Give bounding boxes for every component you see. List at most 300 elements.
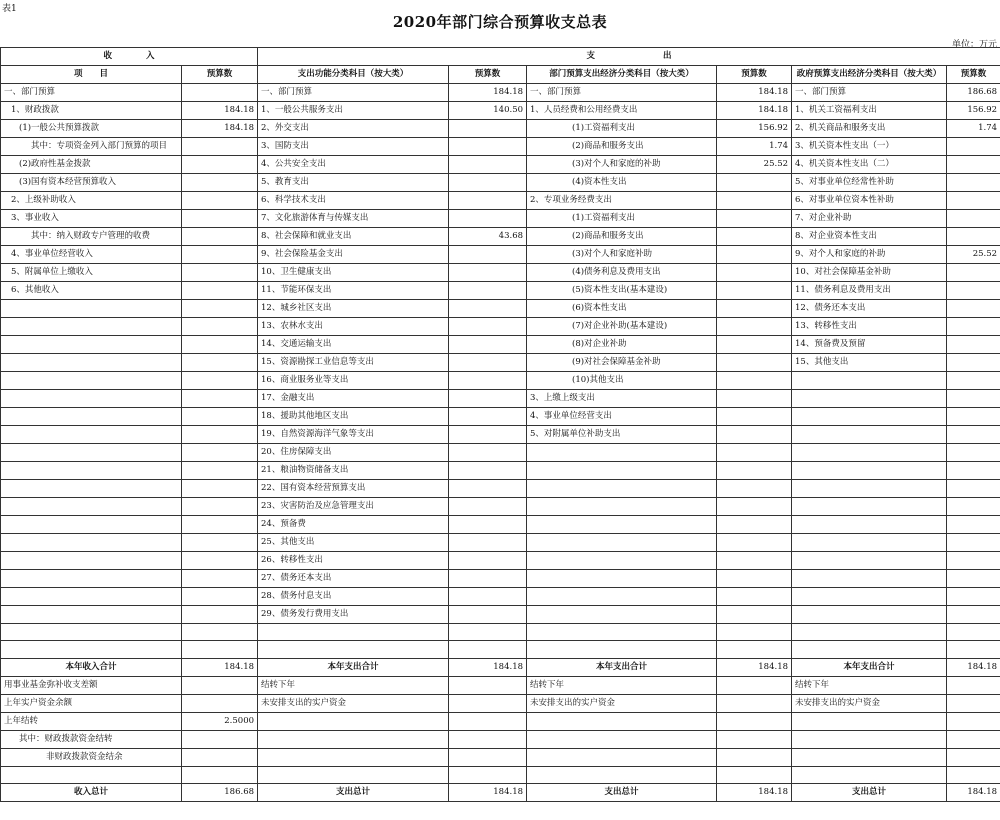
income-item xyxy=(1,372,182,390)
gov-budget xyxy=(947,174,1000,192)
dept-item: (6)资本性支出 xyxy=(527,300,717,318)
func-item: 1、一般公共服务支出 xyxy=(258,102,449,120)
func-item xyxy=(258,624,449,641)
year-income-value: 184.18 xyxy=(182,658,258,676)
gov-item: 10、对社会保障基金补助 xyxy=(792,264,947,282)
income-budget xyxy=(182,624,258,641)
gov-item xyxy=(792,766,947,783)
func-budget xyxy=(449,624,527,641)
income-budget: 184.18 xyxy=(182,102,258,120)
dept-budget xyxy=(717,534,792,552)
header-row-2 xyxy=(1,66,1000,84)
dept-budget xyxy=(717,300,792,318)
gov-budget xyxy=(947,748,1000,766)
func-class-column-header: 支出功能分类科目（按大类） xyxy=(258,66,449,84)
dept-budget xyxy=(717,408,792,426)
table-row xyxy=(1,102,1000,120)
income-item xyxy=(1,390,182,408)
func-item: 17、金融支出 xyxy=(258,390,449,408)
grand-expense-label: 支出总计 xyxy=(527,784,717,802)
func-budget xyxy=(449,570,527,588)
income-budget xyxy=(182,516,258,534)
gov-item: 7、对企业补助 xyxy=(792,210,947,228)
income-item: 6、其他收入 xyxy=(1,282,182,300)
gov-budget xyxy=(947,570,1000,588)
income-item xyxy=(1,570,182,588)
income-item: 用事业基金弥补收支差额 xyxy=(1,676,182,694)
func-budget: 43.68 xyxy=(449,228,527,246)
func-budget xyxy=(449,516,527,534)
table-row xyxy=(1,426,1000,444)
dept-item xyxy=(527,462,717,480)
income-budget xyxy=(182,748,258,766)
table-row xyxy=(1,641,1000,658)
income-budget xyxy=(182,480,258,498)
func-item: 21、粮油物资储备支出 xyxy=(258,462,449,480)
func-item: 结转下年 xyxy=(258,676,449,694)
gov-budget: 186.68 xyxy=(947,84,1000,102)
func-budget xyxy=(449,372,527,390)
income-item xyxy=(1,498,182,516)
gov-budget xyxy=(947,426,1000,444)
func-budget xyxy=(449,138,527,156)
year-expense-value: 184.18 xyxy=(717,658,792,676)
table-row xyxy=(1,480,1000,498)
income-header: 收 入 xyxy=(1,48,258,66)
income-budget xyxy=(182,138,258,156)
page-title: 2020年部门综合预算收支总表 xyxy=(392,13,608,31)
dept-budget xyxy=(717,516,792,534)
grand-expense-label: 支出总计 xyxy=(792,784,947,802)
dept-budget xyxy=(717,552,792,570)
func-item: 13、农林水支出 xyxy=(258,318,449,336)
gov-item: 2、机关商品和服务支出 xyxy=(792,120,947,138)
income-item: 一、部门预算 xyxy=(1,84,182,102)
func-item: 未安排支出的实户资金 xyxy=(258,694,449,712)
func-budget xyxy=(449,210,527,228)
expense-header: 支 出 xyxy=(258,48,1000,66)
income-item xyxy=(1,766,182,783)
income-item xyxy=(1,534,182,552)
income-budget xyxy=(182,336,258,354)
table-row xyxy=(1,462,1000,480)
income-item: 1、财政拨款 xyxy=(1,102,182,120)
gov-item: 14、预备费及预留 xyxy=(792,336,947,354)
dept-budget xyxy=(717,712,792,730)
budget-column-header: 预算数 xyxy=(717,66,792,84)
gov-item xyxy=(792,534,947,552)
grand-expense-value: 184.18 xyxy=(947,784,1000,802)
func-item: 7、文化旅游体育与传媒支出 xyxy=(258,210,449,228)
income-item: 其中：财政拨款资金结转 xyxy=(1,730,182,748)
gov-budget xyxy=(947,210,1000,228)
dept-item: 5、对附属单位补助支出 xyxy=(527,426,717,444)
gov-budget xyxy=(947,264,1000,282)
func-budget: 184.18 xyxy=(449,84,527,102)
gov-budget xyxy=(947,516,1000,534)
income-item: 其中：纳入财政专户管理的收费 xyxy=(1,228,182,246)
gov-budget xyxy=(947,552,1000,570)
gov-budget xyxy=(947,676,1000,694)
income-budget xyxy=(182,444,258,462)
dept-budget xyxy=(717,210,792,228)
func-item: 26、转移性支出 xyxy=(258,552,449,570)
income-budget xyxy=(182,570,258,588)
table-row xyxy=(1,282,1000,300)
income-item xyxy=(1,624,182,641)
gov-item xyxy=(792,748,947,766)
table-row xyxy=(1,570,1000,588)
budget-column-header: 预算数 xyxy=(182,66,258,84)
dept-budget xyxy=(717,354,792,372)
func-item: 18、援助其他地区支出 xyxy=(258,408,449,426)
func-item: 12、城乡社区支出 xyxy=(258,300,449,318)
table-row xyxy=(1,534,1000,552)
income-budget xyxy=(182,372,258,390)
func-budget xyxy=(449,694,527,712)
func-budget xyxy=(449,192,527,210)
dept-budget xyxy=(717,676,792,694)
gov-item xyxy=(792,624,947,641)
dept-item: 4、事业单位经营支出 xyxy=(527,408,717,426)
func-budget xyxy=(449,641,527,658)
gov-item xyxy=(792,641,947,658)
gov-item: 13、转移性支出 xyxy=(792,318,947,336)
func-budget xyxy=(449,390,527,408)
dept-item: (9)对社会保障基金补助 xyxy=(527,354,717,372)
gov-budget xyxy=(947,228,1000,246)
gov-item: 一、部门预算 xyxy=(792,84,947,102)
income-budget xyxy=(182,552,258,570)
gov-budget xyxy=(947,408,1000,426)
income-item xyxy=(1,318,182,336)
table-row xyxy=(1,192,1000,210)
gov-budget xyxy=(947,462,1000,480)
dept-item: (3)对个人和家庭补助 xyxy=(527,246,717,264)
func-item: 8、社会保障和就业支出 xyxy=(258,228,449,246)
gov-budget xyxy=(947,300,1000,318)
income-budget xyxy=(182,318,258,336)
dept-budget xyxy=(717,336,792,354)
gov-budget: 1.74 xyxy=(947,120,1000,138)
table-row xyxy=(1,210,1000,228)
dept-budget xyxy=(717,246,792,264)
func-item: 25、其他支出 xyxy=(258,534,449,552)
dept-budget: 184.18 xyxy=(717,102,792,120)
dept-item: 未安排支出的实户资金 xyxy=(527,694,717,712)
unit-label: 单位：万元 xyxy=(951,40,997,50)
dept-item xyxy=(527,570,717,588)
func-item: 23、灾害防治及应急管理支出 xyxy=(258,498,449,516)
dept-budget xyxy=(717,174,792,192)
gov-item xyxy=(792,606,947,624)
table-row xyxy=(1,676,1000,694)
table-row xyxy=(1,588,1000,606)
gov-item: 5、对事业单位经常性补助 xyxy=(792,174,947,192)
income-item xyxy=(1,516,182,534)
table-row xyxy=(1,174,1000,192)
gov-item xyxy=(792,372,947,390)
dept-item: 结转下年 xyxy=(527,676,717,694)
gov-budget xyxy=(947,336,1000,354)
dept-item: (4)资本性支出 xyxy=(527,174,717,192)
gov-item xyxy=(792,712,947,730)
table-row xyxy=(1,694,1000,712)
dept-budget xyxy=(717,570,792,588)
dept-item xyxy=(527,444,717,462)
table-row xyxy=(1,444,1000,462)
dept-item xyxy=(527,641,717,658)
table-row xyxy=(1,606,1000,624)
income-budget xyxy=(182,606,258,624)
table-row xyxy=(1,390,1000,408)
table-row xyxy=(1,264,1000,282)
dept-item: 一、部门预算 xyxy=(527,84,717,102)
func-item: 19、自然资源海洋气象等支出 xyxy=(258,426,449,444)
func-item: 3、国防支出 xyxy=(258,138,449,156)
table-row xyxy=(1,408,1000,426)
func-budget xyxy=(449,748,527,766)
income-budget xyxy=(182,462,258,480)
income-budget xyxy=(182,246,258,264)
func-budget xyxy=(449,120,527,138)
func-item: 一、部门预算 xyxy=(258,84,449,102)
func-item: 9、社会保险基金支出 xyxy=(258,246,449,264)
dept-budget xyxy=(717,264,792,282)
gov-item: 4、机关资本性支出（二） xyxy=(792,156,947,174)
income-item xyxy=(1,426,182,444)
dept-item: (2)商品和服务支出 xyxy=(527,138,717,156)
income-item xyxy=(1,462,182,480)
income-budget xyxy=(182,228,258,246)
gov-item: 结转下年 xyxy=(792,676,947,694)
gov-budget xyxy=(947,588,1000,606)
dept-item xyxy=(527,552,717,570)
income-item: 上年实户资金余额 xyxy=(1,694,182,712)
dept-budget xyxy=(717,766,792,783)
year-expense-label: 本年支出合计 xyxy=(527,658,717,676)
income-budget xyxy=(182,264,258,282)
gov-item xyxy=(792,426,947,444)
table-row xyxy=(1,372,1000,390)
dept-budget xyxy=(717,694,792,712)
grand-expense-label: 支出总计 xyxy=(258,784,449,802)
dept-budget xyxy=(717,444,792,462)
table-row xyxy=(1,354,1000,372)
dept-budget: 25.52 xyxy=(717,156,792,174)
func-budget xyxy=(449,174,527,192)
dept-budget xyxy=(717,462,792,480)
dept-item xyxy=(527,606,717,624)
dept-item: 2、专项业务经费支出 xyxy=(527,192,717,210)
func-budget xyxy=(449,408,527,426)
gov-budget xyxy=(947,372,1000,390)
dept-item: (7)对企业补助(基本建设) xyxy=(527,318,717,336)
dept-budget xyxy=(717,282,792,300)
func-budget xyxy=(449,264,527,282)
func-item: 5、教育支出 xyxy=(258,174,449,192)
year-income-label: 本年收入合计 xyxy=(1,658,182,676)
func-item: 11、节能环保支出 xyxy=(258,282,449,300)
func-budget xyxy=(449,282,527,300)
gov-budget xyxy=(947,694,1000,712)
gov-budget xyxy=(947,444,1000,462)
func-budget xyxy=(449,354,527,372)
dept-item xyxy=(527,712,717,730)
func-item: 4、公共安全支出 xyxy=(258,156,449,174)
func-budget xyxy=(449,480,527,498)
year-expense-value: 184.18 xyxy=(449,658,527,676)
dept-item xyxy=(527,588,717,606)
grand-income-value: 186.68 xyxy=(182,784,258,802)
dept-budget xyxy=(717,588,792,606)
gov-item: 9、对个人和家庭的补助 xyxy=(792,246,947,264)
table-row xyxy=(1,246,1000,264)
gov-budget xyxy=(947,390,1000,408)
func-item: 20、住房保障支出 xyxy=(258,444,449,462)
gov-item: 3、机关资本性支出（一） xyxy=(792,138,947,156)
func-budget xyxy=(449,318,527,336)
income-item: 2、上级补助收入 xyxy=(1,192,182,210)
gov-budget xyxy=(947,606,1000,624)
income-budget xyxy=(182,174,258,192)
income-item: 3、事业收入 xyxy=(1,210,182,228)
gov-item xyxy=(792,516,947,534)
dept-budget xyxy=(717,372,792,390)
income-budget xyxy=(182,730,258,748)
table-row xyxy=(1,120,1000,138)
table-row xyxy=(1,516,1000,534)
dept-budget xyxy=(717,228,792,246)
income-item xyxy=(1,641,182,658)
income-budget xyxy=(182,354,258,372)
table-row xyxy=(1,336,1000,354)
gov-budget xyxy=(947,480,1000,498)
year-expense-label: 本年支出合计 xyxy=(792,658,947,676)
table-row xyxy=(1,552,1000,570)
func-item: 6、科学技术支出 xyxy=(258,192,449,210)
func-item xyxy=(258,641,449,658)
gov-budget xyxy=(947,766,1000,783)
table-row xyxy=(1,228,1000,246)
gov-item xyxy=(792,498,947,516)
dept-item: (8)对企业补助 xyxy=(527,336,717,354)
year-total-row xyxy=(1,658,1000,676)
func-item: 29、债务发行费用支出 xyxy=(258,606,449,624)
func-item: 28、债务付息支出 xyxy=(258,588,449,606)
dept-item xyxy=(527,516,717,534)
income-budget xyxy=(182,534,258,552)
income-item: 非财政拨款资金结余 xyxy=(1,748,182,766)
income-item xyxy=(1,336,182,354)
func-budget xyxy=(449,462,527,480)
item-column-header: 项 目 xyxy=(1,66,182,84)
func-item xyxy=(258,766,449,783)
func-budget xyxy=(449,730,527,748)
dept-item: (1)工资福利支出 xyxy=(527,120,717,138)
income-budget xyxy=(182,282,258,300)
income-item xyxy=(1,408,182,426)
income-budget: 2.5000 xyxy=(182,712,258,730)
gov-budget xyxy=(947,498,1000,516)
income-budget: 184.18 xyxy=(182,120,258,138)
income-budget xyxy=(182,210,258,228)
gov-budget: 25.52 xyxy=(947,246,1000,264)
gov-item: 8、对企业资本性支出 xyxy=(792,228,947,246)
func-budget xyxy=(449,246,527,264)
gov-budget xyxy=(947,641,1000,658)
gov-budget xyxy=(947,730,1000,748)
gov-budget xyxy=(947,534,1000,552)
gov-item xyxy=(792,552,947,570)
income-budget xyxy=(182,408,258,426)
table-row xyxy=(1,156,1000,174)
grand-expense-value: 184.18 xyxy=(449,784,527,802)
gov-item: 未安排支出的实户资金 xyxy=(792,694,947,712)
gov-item xyxy=(792,588,947,606)
budget-summary-table xyxy=(0,47,1000,802)
func-budget xyxy=(449,444,527,462)
gov-item xyxy=(792,730,947,748)
gov-budget xyxy=(947,318,1000,336)
dept-item: 1、人员经费和公用经费支出 xyxy=(527,102,717,120)
gov-budget xyxy=(947,712,1000,730)
gov-budget: 156.92 xyxy=(947,102,1000,120)
func-budget xyxy=(449,498,527,516)
gov-item xyxy=(792,444,947,462)
income-item: (1)一般公共预算拨款 xyxy=(1,120,182,138)
func-budget: 140.50 xyxy=(449,102,527,120)
income-budget xyxy=(182,84,258,102)
income-item xyxy=(1,300,182,318)
dept-budget xyxy=(717,480,792,498)
income-budget xyxy=(182,156,258,174)
table-tag: 表1 xyxy=(2,4,17,14)
table-row xyxy=(1,498,1000,516)
dept-item: (10)其他支出 xyxy=(527,372,717,390)
gov-budget xyxy=(947,282,1000,300)
gov-item xyxy=(792,408,947,426)
func-budget xyxy=(449,534,527,552)
income-budget xyxy=(182,300,258,318)
gov-item xyxy=(792,462,947,480)
income-budget xyxy=(182,694,258,712)
table-row xyxy=(1,766,1000,783)
table-row xyxy=(1,300,1000,318)
dept-item xyxy=(527,766,717,783)
func-item: 16、商业服务业等支出 xyxy=(258,372,449,390)
income-item xyxy=(1,588,182,606)
income-item: 其中：专项资金列入部门预算的项目 xyxy=(1,138,182,156)
income-budget xyxy=(182,676,258,694)
dept-item: (1)工资福利支出 xyxy=(527,210,717,228)
income-item xyxy=(1,480,182,498)
table-row xyxy=(1,748,1000,766)
func-item: 10、卫生健康支出 xyxy=(258,264,449,282)
func-budget xyxy=(449,552,527,570)
dept-budget xyxy=(717,606,792,624)
dept-budget xyxy=(717,192,792,210)
income-item xyxy=(1,552,182,570)
func-budget xyxy=(449,676,527,694)
func-item xyxy=(258,748,449,766)
dept-item xyxy=(527,624,717,641)
income-budget xyxy=(182,588,258,606)
gov-budget xyxy=(947,156,1000,174)
func-item xyxy=(258,730,449,748)
grand-total-row xyxy=(1,784,1000,802)
income-item xyxy=(1,606,182,624)
